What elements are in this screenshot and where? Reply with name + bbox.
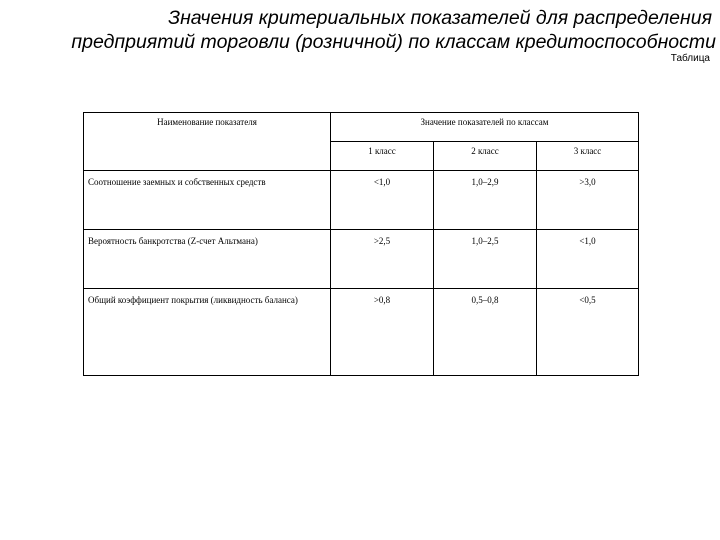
row-value-class-1: >0,8 [331,289,434,376]
row-value-class-2: 1,0–2,5 [434,230,537,289]
row-value-class-1: <1,0 [331,171,434,230]
row-value-class-1: >2,5 [331,230,434,289]
header-class-1: 1 класс [331,142,434,171]
table-caption: Таблица [670,53,710,64]
row-value-class-2: 0,5–0,8 [434,289,537,376]
row-indicator-name: Общий коэффициент покрытия (ликвидность баланса) [84,289,331,376]
row-value-class-2: 1,0–2,9 [434,171,537,230]
title-line-1: Значения критериальных показателей для распределения [168,7,712,29]
title-line-2: предприятий торговли (розничной) по классам кредитоспособности [71,31,716,53]
row-value-class-3: <1,0 [537,230,639,289]
row-value-class-3: <0,5 [537,289,639,376]
row-indicator-name: Соотношение заемных и собственных средств [84,171,331,230]
table-header-row [84,113,639,142]
header-indicator-name: Наименование показателя [84,113,331,171]
table-row [84,171,639,230]
row-value-class-3: >3,0 [537,171,639,230]
slide-title [40,6,716,54]
header-class-2: 2 класс [434,142,537,171]
criteria-table [83,112,639,376]
row-indicator-name: Вероятность банкротства (Z-счет Альтмана) [84,230,331,289]
header-class-3: 3 класс [537,142,639,171]
table-row [84,289,639,376]
header-values-by-class: Значение показателей по классам [331,113,639,142]
table-row [84,230,639,289]
